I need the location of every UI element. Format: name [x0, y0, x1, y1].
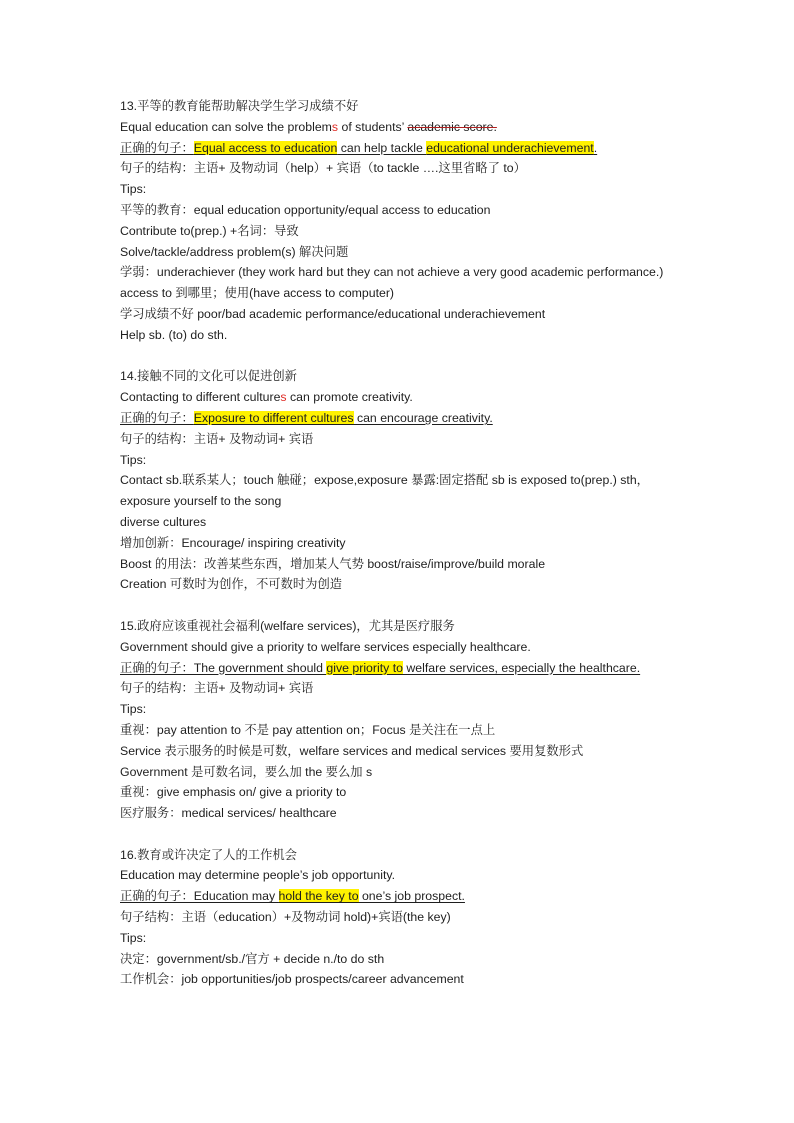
correct-sentence-segment: 正确的句子：The government should — [120, 660, 327, 675]
tip-line: Boost 的用法：改善某些东西，增加某人气势 boost/raise/improve/build morale — [120, 556, 546, 571]
correct-sentence-line — [120, 408, 692, 429]
tips-label: Tips: — [120, 182, 147, 197]
correct-sentence — [120, 658, 640, 679]
tip-line: diverse cultures — [120, 514, 207, 529]
tip-line: 学弱：underachiever (they work hard but they can not achieve a very good academic performance.) — [120, 265, 664, 280]
exercise-section — [120, 616, 692, 824]
correct-sentence-segment: can help tackle — [337, 140, 427, 155]
original-sentence-segment: Government should give a priority to welfare services especially healthcare. — [120, 639, 531, 654]
original-sentence — [120, 390, 413, 404]
correct-sentence-highlight-segment: Exposure to different cultures — [193, 410, 354, 425]
correct-sentence-segment: . — [593, 140, 598, 155]
sentence-structure: 句子结构：主语（education）+及物动词 hold)+宾语(the key) — [120, 910, 451, 925]
exercise-section — [120, 96, 692, 346]
correct-sentence-segment: welfare services, especially the healthcare. — [402, 660, 641, 675]
original-sentence-line — [120, 117, 692, 138]
correct-sentence-line — [120, 138, 692, 159]
section-title: 14.接触不同的文化可以促进创新 — [120, 369, 297, 384]
original-sentence-segment: Equal education can solve the problem — [120, 119, 332, 134]
tip-line: 重视：give emphasis on/ give a priority to — [120, 785, 347, 800]
correct-sentence-highlight-segment: hold the key to — [278, 889, 359, 904]
tip-line: access to 到哪里；使用(have access to computer) — [120, 286, 395, 301]
tip-line: 平等的教育：equal education opportunity/equal access to education — [120, 202, 491, 217]
exercise-section — [120, 845, 692, 991]
tips-label: Tips: — [120, 702, 147, 717]
original-sentence-segment: Education may determine people’s job opportunity. — [120, 868, 396, 883]
tip-line: Creation 可数时为创作，不可数时为创造 — [120, 577, 343, 592]
original-sentence-line — [120, 865, 692, 886]
correct-sentence-segment: can encourage creativity. — [353, 410, 493, 425]
correct-sentence — [120, 886, 465, 907]
correct-sentence-highlight-segment: give priority to — [326, 660, 403, 675]
tip-line: Contribute to(prep.) +名词：导致 — [120, 223, 299, 238]
tip-line: Government 是可数名词，要么加 the 要么加 s — [120, 764, 373, 779]
section-title: 15.政府应该重视社会福利(welfare services)，尤其是医疗服务 — [120, 618, 455, 633]
correct-sentence — [120, 408, 493, 429]
correct-sentence — [120, 138, 597, 159]
tips-label: Tips: — [120, 930, 147, 945]
section-title: 13.平等的教育能帮助解决学生学习成绩不好 — [120, 99, 359, 113]
section-title: 16.教育或许决定了人的工作机会 — [120, 847, 297, 862]
correct-sentence-segment: 正确的句子：Education may — [120, 889, 279, 904]
correct-sentence-line — [120, 886, 692, 907]
original-sentence-segment: can promote creativity. — [286, 390, 413, 405]
original-sentence — [120, 640, 531, 654]
document-page — [120, 96, 692, 1011]
correct-sentence-segment: 正确的句子： — [120, 410, 194, 425]
correct-sentence-segment: 正确的句子： — [120, 140, 194, 155]
original-sentence-line — [120, 387, 692, 408]
tip-line: 工作机会：job opportunities/job prospects/career advancement — [120, 972, 464, 987]
sentence-structure: 句子的结构：主语+ 及物动词+ 宾语 — [120, 681, 314, 696]
original-sentence — [120, 120, 497, 134]
tip-line: exposure yourself to the song — [120, 494, 282, 509]
original-sentence-strike-segment: academic score. — [407, 119, 497, 134]
correct-sentence-segment: one’s job prospect. — [358, 889, 465, 904]
original-sentence-red-segment: s — [331, 119, 339, 134]
original-sentence-red-segment: s — [280, 390, 287, 405]
tip-line: Contact sb.联系某人；touch 触碰；expose,exposure 暴露:固定搭配 sb is exposed to(prep.) sth， — [120, 473, 649, 488]
tip-line: 医疗服务：medical services/ healthcare — [120, 806, 337, 821]
original-sentence-segment: Contacting to different culture — [120, 390, 281, 405]
original-sentence-segment: of students’ — [338, 119, 408, 134]
original-sentence — [120, 868, 395, 882]
correct-sentence-line — [120, 658, 692, 679]
tip-line: Help sb. (to) do sth. — [120, 327, 228, 342]
correct-sentence-highlight-segment: educational underachievement — [426, 140, 594, 155]
tip-line: 学习成绩不好 poor/bad academic performance/educational underachievement — [120, 306, 546, 321]
tip-line: Solve/tackle/address problem(s) 解决问题 — [120, 244, 349, 259]
exercise-section — [120, 366, 692, 595]
sentence-structure: 句子的结构：主语+ 及物动词+ 宾语 — [120, 431, 314, 446]
correct-sentence-highlight-segment: Equal access to education — [193, 140, 338, 155]
tip-line: Service 表示服务的时候是可数，welfare services and medical services 要用复数形式 — [120, 743, 584, 758]
sentence-structure: 句子的结构：主语+ 及物动词（help）+ 宾语（to tackle ….这里省略了 to） — [120, 161, 526, 176]
original-sentence-line — [120, 637, 692, 658]
tips-label: Tips: — [120, 452, 147, 467]
tip-line: 决定：government/sb./官方 + decide n./to do sth — [120, 951, 385, 966]
tip-line: 增加创新：Encourage/ inspiring creativity — [120, 535, 346, 550]
tip-line: 重视：pay attention to 不是 pay attention on；Focus 是关注在一点上 — [120, 722, 496, 737]
